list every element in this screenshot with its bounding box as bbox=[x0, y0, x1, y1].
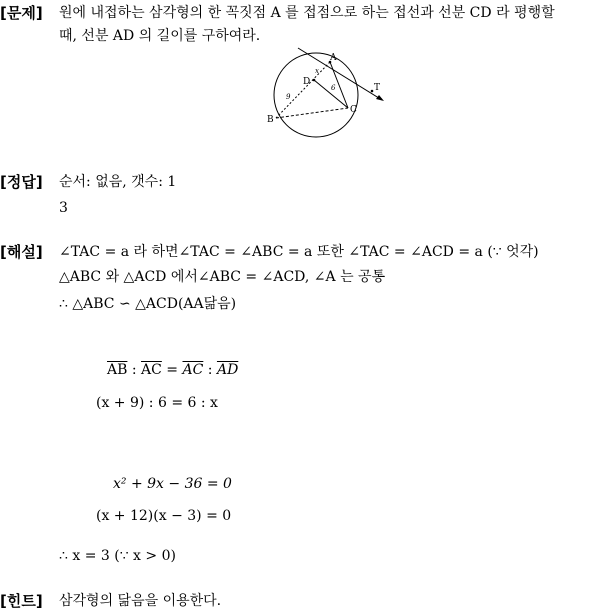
hint-tag: [힌트] bbox=[0, 592, 43, 610]
label-d: D bbox=[303, 77, 311, 87]
label-t: T bbox=[374, 83, 381, 93]
equation-result: ∴ x = 3 (∵ x > 0) bbox=[59, 548, 176, 564]
problem-tag: [문제] bbox=[0, 4, 43, 22]
label-6: 6 bbox=[331, 84, 336, 92]
segment-bc bbox=[276, 108, 348, 118]
segment-ad-text: $\overline{AD}$ bbox=[216, 362, 239, 378]
tangent-line bbox=[298, 48, 382, 100]
answer-line-1: 순서: 없음, 갯수: 1 bbox=[59, 174, 177, 190]
answer-value: 3 bbox=[59, 200, 68, 216]
segment-ab bbox=[276, 62, 330, 118]
point-t-dot bbox=[371, 90, 374, 93]
equation-quadratic: x² + 9x − 36 = 0 bbox=[113, 476, 232, 492]
solution-line-3: ∴ △ABC ∽ △ACD(AA닮음) bbox=[59, 296, 237, 312]
equation-factored: (x + 12)(x − 3) = 0 bbox=[96, 508, 232, 524]
solution-line-1: ∠TAC = a 라 하면∠TAC = ∠ABC = a 또한 ∠TAC = ∠ACD = a (∵ 엇각) bbox=[59, 244, 539, 260]
label-9: 9 bbox=[286, 93, 291, 101]
label-b: B bbox=[267, 115, 274, 125]
equation-proportion: (x + 9) : 6 = 6 : x bbox=[96, 395, 218, 411]
segment-ac-text: $\overline{AC}$ bbox=[141, 362, 162, 378]
label-c: C bbox=[350, 105, 357, 115]
problem-line-1: 원에 내접하는 삼각형의 한 꼭짓점 A 를 접점으로 하는 접선과 선분 CD 라 평행할 bbox=[59, 5, 555, 21]
label-a: A bbox=[330, 53, 337, 63]
tangent-arrow bbox=[376, 95, 384, 101]
hint-text: 삼각형의 닮음을 이용한다. bbox=[59, 593, 222, 609]
problem-line-2: 때, 선분 AD 의 길이를 구하여라. bbox=[59, 28, 261, 44]
point-d-dot bbox=[313, 79, 316, 82]
segment-ab-text: $\overline{AB}$ bbox=[107, 362, 128, 378]
circle-tangent-figure bbox=[260, 40, 390, 150]
equation-ratio: $\overline{AB}$ : $\overline{AC} = \overline{AC}$ : $\overline{AD}$ bbox=[107, 362, 239, 378]
solution-line-2: △ABC 와 △ACD 에서∠ABC = ∠ACD, ∠A 는 공통 bbox=[59, 269, 386, 285]
segment-ac-text-2: $\overline{AC}$ bbox=[182, 362, 204, 378]
solution-tag: [해설] bbox=[0, 243, 43, 261]
label-x: x bbox=[315, 67, 319, 75]
answer-tag: [정답] bbox=[0, 173, 43, 191]
